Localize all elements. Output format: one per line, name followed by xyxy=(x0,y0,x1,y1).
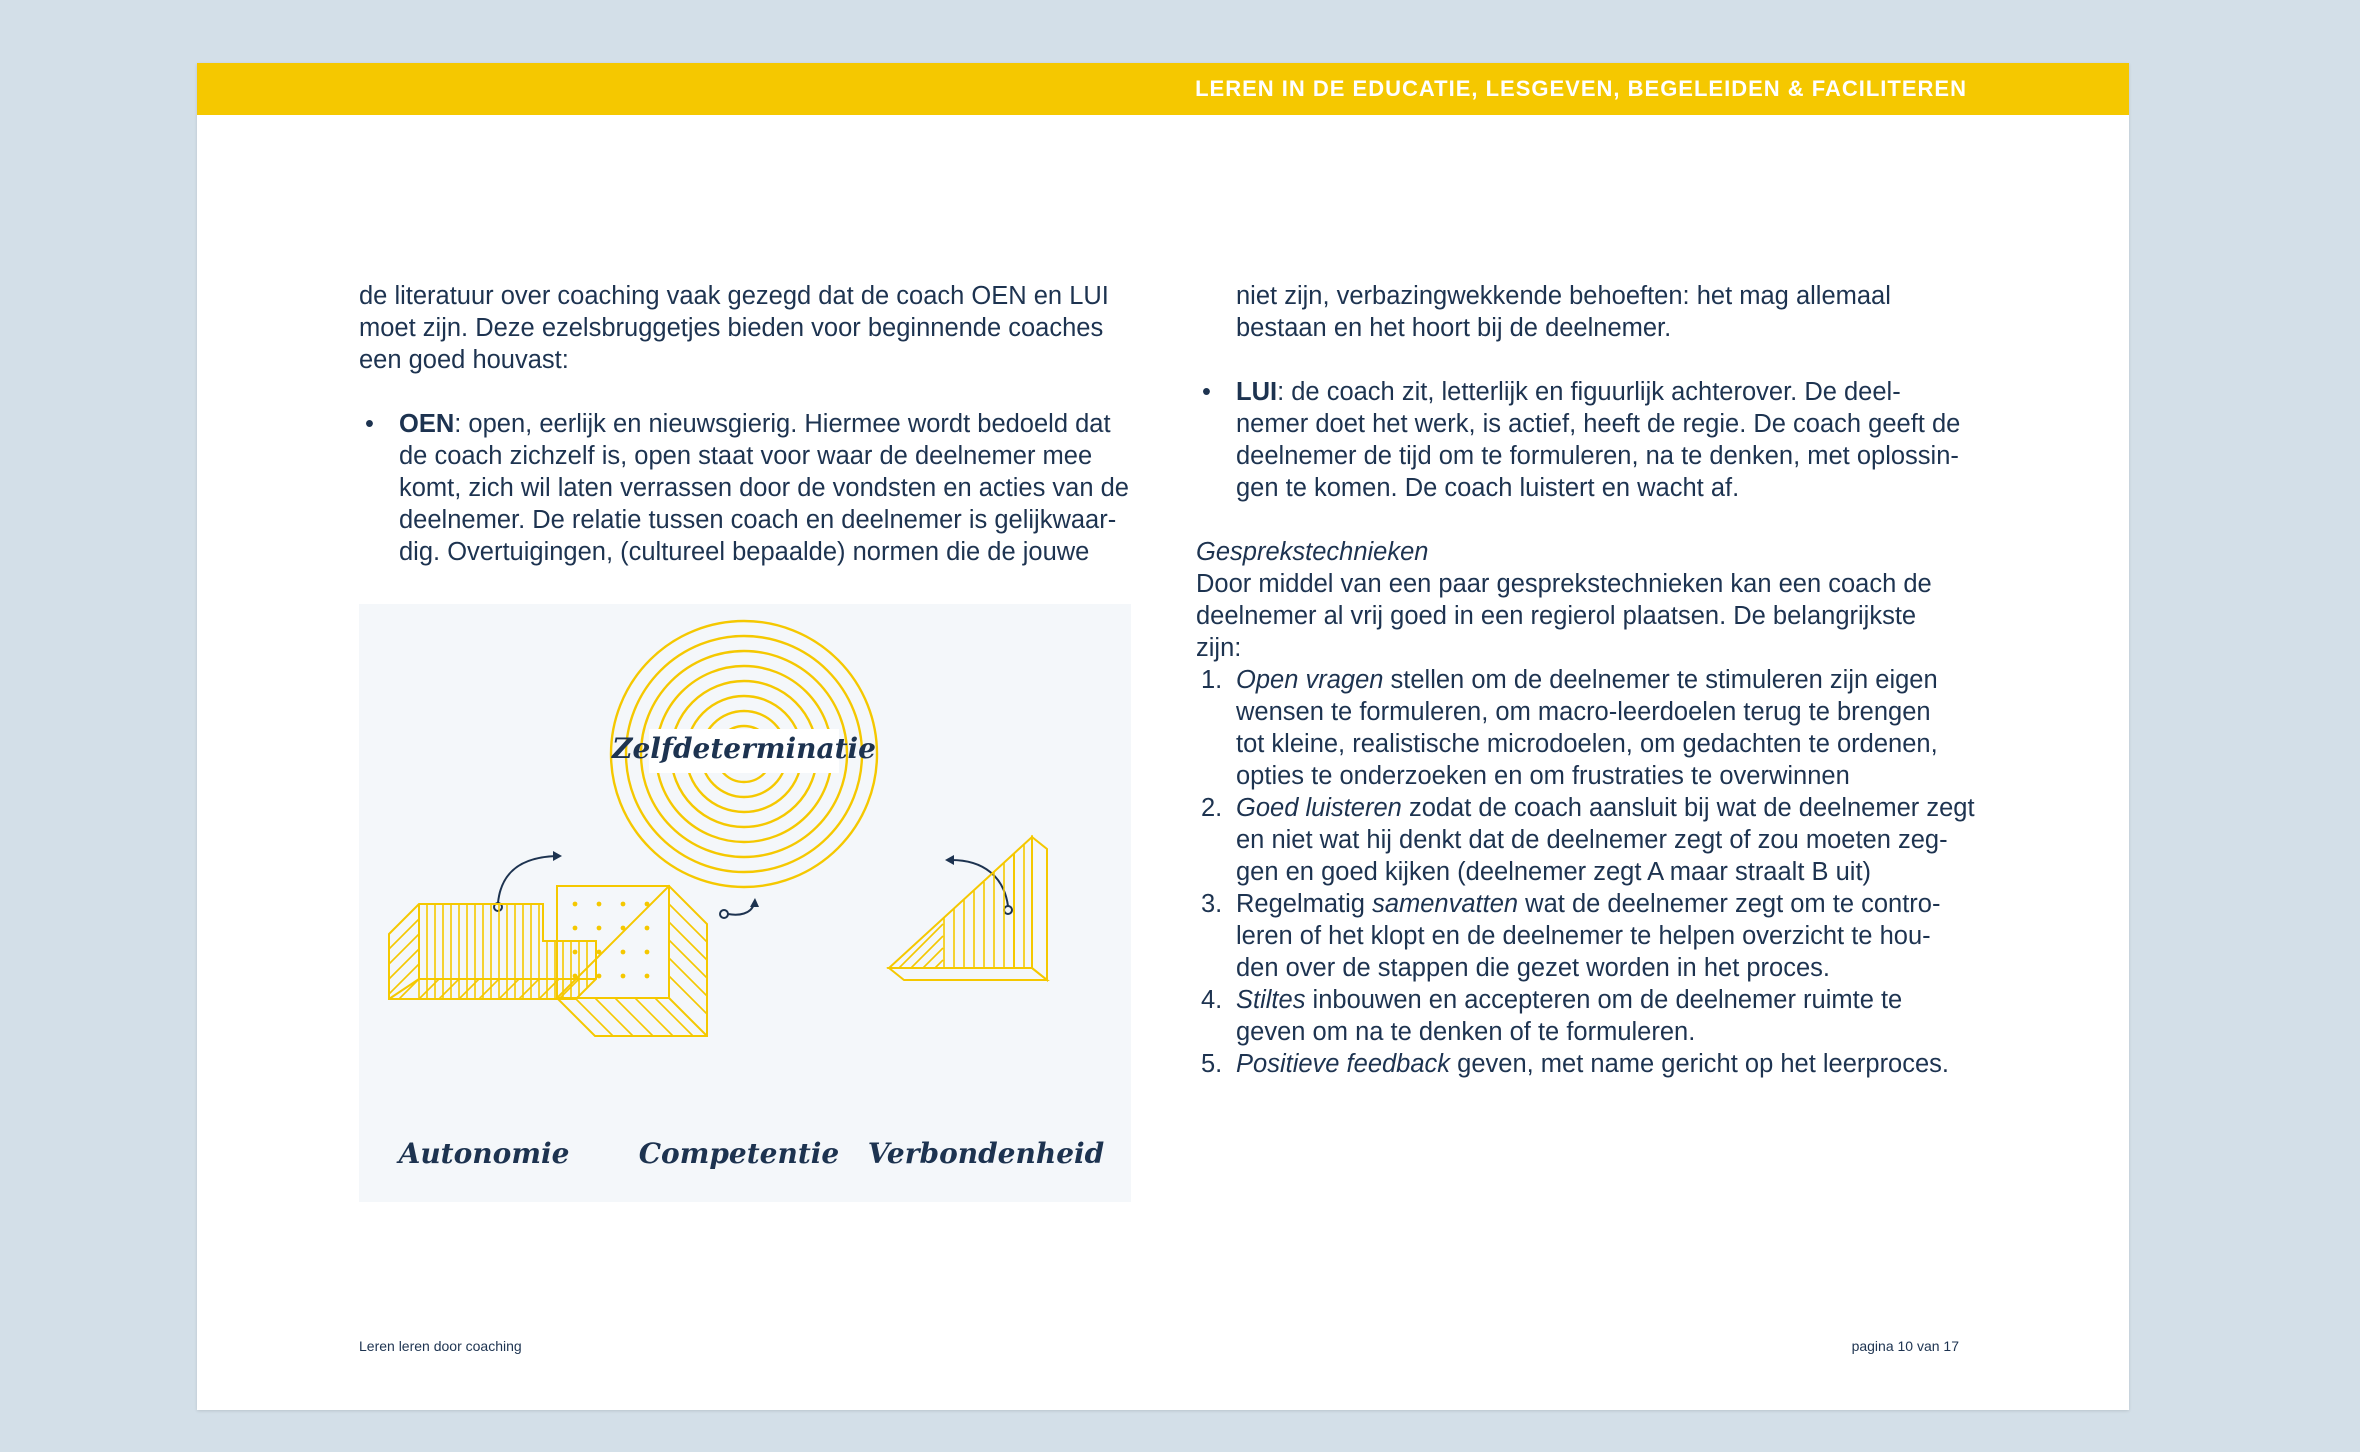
text-line: gen en goed kijken (deelnemer zegt A maar straalt B uit) xyxy=(1236,858,1872,886)
footer-title: Leren leren door coaching xyxy=(359,1338,522,1354)
self-determination-figure xyxy=(359,604,1131,1202)
text-line: komt, zich wil laten verrassen door de vondsten en acties van de xyxy=(399,474,1129,502)
section-title: Gesprekstechnieken xyxy=(1196,538,1429,566)
text-line: moet zijn. Deze ezelsbruggetjes bieden voor beginnende coaches xyxy=(359,314,1104,342)
text-line: gen te komen. De coach luistert en wacht af. xyxy=(1236,474,1740,502)
text-line: leren of het klopt en de deelnemer te helpen overzicht te hou- xyxy=(1236,922,1931,950)
item-number: 4. xyxy=(1201,986,1223,1014)
header-banner xyxy=(197,63,2129,115)
text-line: geven, met name gericht op het leerproces. xyxy=(1450,1050,1950,1078)
text-line: niet zijn, verbazingwekkende behoeften: het mag allemaal xyxy=(1236,282,1891,310)
verbondenheid-shape xyxy=(889,837,1047,980)
text-line: en niet wat hij denkt dat de deelnemer zegt of zou moeten zeg- xyxy=(1236,826,1948,854)
text-line: Regelmatig xyxy=(1236,890,1373,918)
item-number: 2. xyxy=(1201,794,1223,822)
list-item xyxy=(1196,1048,1976,1080)
item-term: Open vragen xyxy=(1236,666,1384,694)
text-line: deelnemer. De relatie tussen coach en deelnemer is gelijkwaar- xyxy=(399,506,1117,534)
section-heading xyxy=(1196,536,1976,568)
text-line: geven om na te denken of te formuleren. xyxy=(1236,1018,1696,1046)
list-item xyxy=(1196,984,1976,1048)
item-term: samenvatten xyxy=(1372,890,1519,918)
text-line: een goed houvast: xyxy=(359,346,569,374)
label-autonomie: Autonomie xyxy=(398,1137,570,1170)
text-line: stellen om de deelnemer te stimuleren zijn eigen xyxy=(1383,666,1938,694)
page-number: pagina 10 van 17 xyxy=(1851,1338,1959,1354)
item-number: 1. xyxy=(1201,666,1223,694)
arrow-icons xyxy=(494,851,1012,918)
item-term: Stiltes xyxy=(1236,986,1306,1014)
text-line: wat de deelnemer zegt om te contro- xyxy=(1518,890,1941,918)
text-line: : open, eerlijk en nieuwsgierig. Hiermee wordt bedoeld dat xyxy=(454,410,1111,438)
item-term: Positieve feedback xyxy=(1236,1050,1451,1078)
text-line: zijn: xyxy=(1196,634,1242,662)
left-column xyxy=(359,280,1139,568)
text-line: : de coach zit, letterlijk en figuurlijk achterover. De deel- xyxy=(1277,378,1901,406)
item-term: Goed luisteren xyxy=(1236,794,1402,822)
techniques-list xyxy=(1196,664,1976,1080)
document-page xyxy=(197,63,2129,1410)
oen-continuation xyxy=(1196,280,1976,344)
text-line: de literatuur over coaching vaak gezegd dat de coach OEN en LUI xyxy=(359,282,1109,310)
oen-term: OEN xyxy=(399,410,455,438)
header-title: LEREN IN DE EDUCATIE, LESGEVEN, BEGELEIDEN & FACILITEREN xyxy=(1195,76,1967,101)
lui-list xyxy=(1196,376,1976,504)
text-line: inbouwen en accepteren om de deelnemer ruimte te xyxy=(1305,986,1903,1014)
list-item xyxy=(1196,888,1976,984)
item-number: 3. xyxy=(1201,890,1223,918)
text-line: zodat de coach aansluit bij wat de deelnemer zegt xyxy=(1401,794,1975,822)
text-line: deelnemer de tijd om te formuleren, na te denken, met oplossin- xyxy=(1236,442,1959,470)
text-line: bestaan en het hoort bij de deelnemer. xyxy=(1236,314,1672,342)
list-item xyxy=(1196,664,1976,792)
text-line: deelnemer al vrij goed in een regierol plaatsen. De belangrijkste xyxy=(1196,602,1917,630)
oen-list xyxy=(359,408,1139,568)
text-line: Door middel van een paar gesprekstechnieken kan een coach de xyxy=(1196,570,1932,598)
text-line: wensen te formuleren, om macro-leerdoelen terug te brengen xyxy=(1236,698,1931,726)
label-competentie: Competentie xyxy=(638,1137,840,1170)
list-item-lui xyxy=(1196,376,1976,504)
text-line: tot kleine, realistische microdoelen, om gedachten te ordenen, xyxy=(1236,730,1938,758)
text-line: den over de stappen die gezet worden in het proces. xyxy=(1236,954,1830,982)
section-intro xyxy=(1196,568,1976,664)
text-line: nemer doet het werk, is actief, heeft de regie. De coach geeft de xyxy=(1236,410,1961,438)
list-item xyxy=(1196,792,1976,888)
lui-term: LUI xyxy=(1236,378,1278,406)
text-line: dig. Overtuigingen, (cultureel bepaalde) normen die de jouwe xyxy=(399,538,1090,566)
text-line: opties te onderzoeken en om frustraties te overwinnen xyxy=(1236,762,1850,790)
label-verbondenheid: Verbondenheid xyxy=(867,1137,1105,1170)
list-item-oen xyxy=(359,408,1139,568)
right-column xyxy=(1196,280,1976,1080)
text-line: de coach zichzelf is, open staat voor waar de deelnemer mee xyxy=(399,442,1093,470)
item-number: 5. xyxy=(1201,1050,1223,1078)
figure-illustration xyxy=(359,604,1131,1202)
label-zelfdeterminatie: Zelfdeterminatie xyxy=(612,732,876,765)
intro-paragraph xyxy=(359,280,1139,376)
